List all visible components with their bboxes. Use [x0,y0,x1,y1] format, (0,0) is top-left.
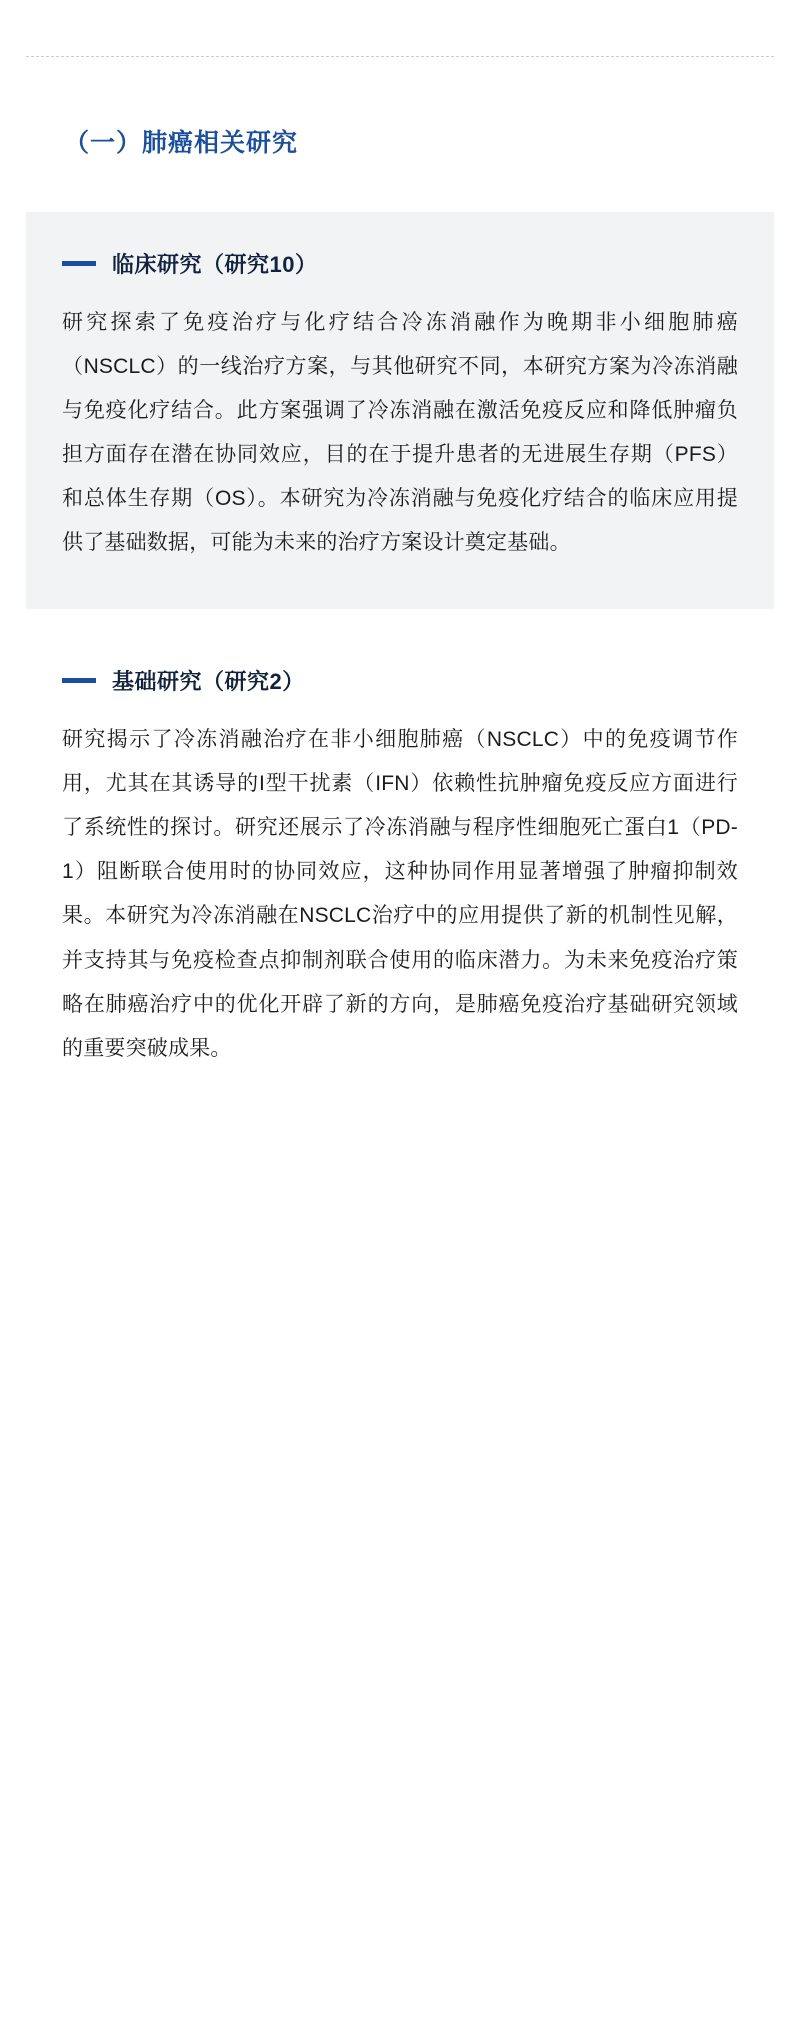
dash-marker-icon [62,261,96,266]
basic-study-block [26,665,774,1111]
basic-study-body: 研究揭示了冷冻消融治疗在非小细胞肺癌（NSCLC）中的免疫调节作用，尤其在其诱导的I型干扰素（IFN）依赖性抗肿瘤免疫反应方面进行了系统性的探讨。研究还展示了冷冻消融与程序性细胞死亡蛋白1（PD-1）阻断联合使用时的协同效应，这种协同作用显著增强了肿瘤抑制效果。本研究为冷冻消融在NSCLC治疗中的应用提供了新的机制性见解，并支持其与免疫检查点抑制剂联合使用的临床潜力。为未来免疫治疗策略在肺癌治疗中的优化开辟了新的方向，是肺癌免疫治疗基础研究领域的重要突破成果。 [62,728,738,1060]
document-page [0,56,800,2040]
basic-study-title [62,665,738,696]
page-title: （一）肺癌相关研究 [64,129,299,157]
clinical-study-title-text: 临床研究（研究10） [112,251,318,277]
basic-study-title-text: 基础研究（研究2） [112,669,305,695]
clinical-study-card [26,212,774,610]
dash-marker-icon [62,678,96,683]
clinical-study-body: 研究探索了免疫治疗与化疗结合冷冻消融作为晚期非小细胞肺癌（NSCLC）的一线治疗方案，与其他研究不同，本研究方案为冷冻消融与免疫化疗结合。此方案强调了冷冻消融在激活免疫反应和降低肿瘤负担方面存在潜在协同效应，目的在于提升患者的无进展生存期（PFS）和总体生存期（OS）。本研究为冷冻消融与免疫化疗结合的临床应用提供了基础数据，可能为未来的治疗方案设计奠定基础。 [62,310,738,554]
dashed-divider [26,56,774,57]
clinical-study-title [62,248,738,279]
